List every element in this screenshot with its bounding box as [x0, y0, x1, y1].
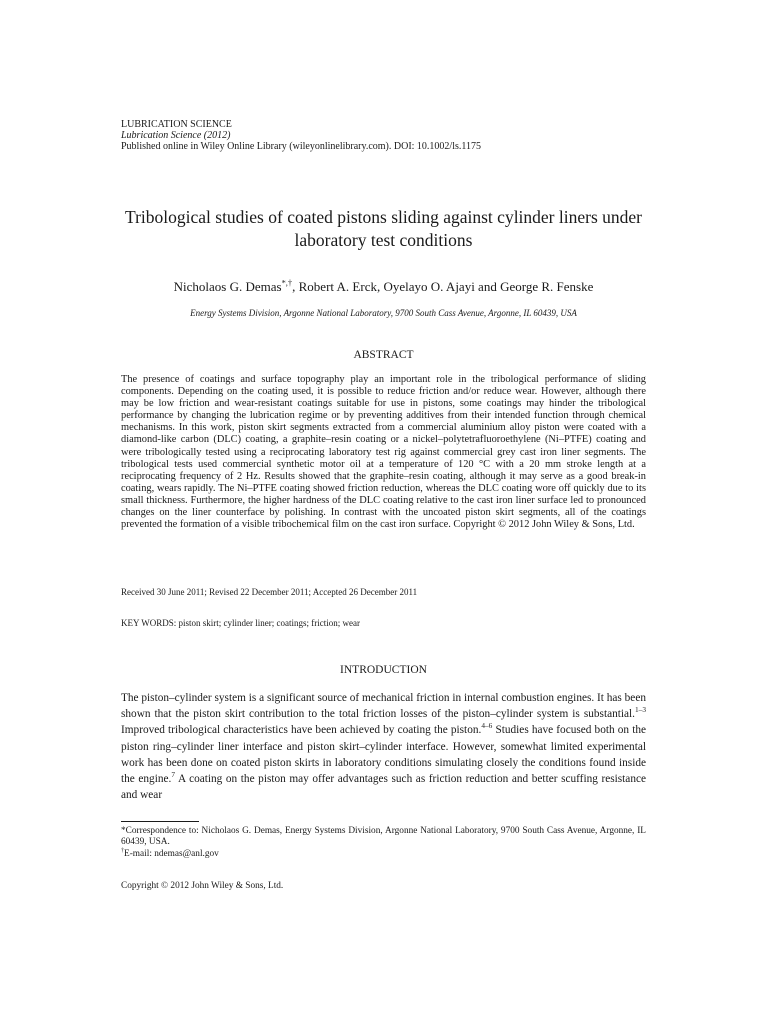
copyright-notice: Copyright © 2012 John Wiley & Sons, Ltd.: [121, 881, 284, 891]
citation-ref: 7: [171, 770, 175, 780]
journal-citation: Lubrication Science (2012): [121, 130, 231, 141]
abstract-heading: ABSTRACT: [353, 349, 414, 361]
keywords: KEY WORDS: piston skirt; cylinder liner; coatings; friction; wear: [121, 618, 360, 628]
publication-info: Published online in Wiley Online Library (wileyonlinelibrary.com). DOI: 10.1002/ls.1175: [121, 141, 481, 152]
citation-ref: 4–6: [481, 721, 493, 731]
intro-part-2: Improved tribological characteristics have been achieved by coating the piston.: [121, 724, 482, 737]
article-title: Tribological studies of coated pistons sliding against cylinder liners under laboratory test conditions: [125, 207, 642, 250]
email-mark: †: [121, 847, 125, 854]
email-footnote: [121, 849, 646, 860]
intro-part-4: A coating on the piston may offer advantages such as friction reduction and better scuffing resistance and wear: [121, 773, 646, 802]
footnote-divider: [121, 821, 199, 822]
first-author: Nicholaos G. Demas: [173, 279, 282, 294]
journal-name: LUBRICATION SCIENCE: [121, 119, 232, 130]
received-dates: Received 30 June 2011; Revised 22 December 2011; Accepted 26 December 2011: [121, 587, 418, 597]
intro-part-1: The piston–cylinder system is a significant source of mechanical friction in internal combustion engines. It has been shown that the piston skirt contribution to the total friction losses of the piston–cylinder system is substantial.: [121, 692, 646, 721]
journal-header: [121, 119, 481, 152]
introduction-text: [121, 690, 646, 803]
author-list: [121, 279, 646, 295]
introduction-heading: INTRODUCTION: [340, 664, 427, 676]
footnotes: [121, 826, 646, 860]
author-marks: *,†: [281, 277, 293, 288]
other-authors: , Robert A. Erck, Oyelayo O. Ajayi and George R. Fenske: [292, 279, 594, 294]
citation-ref: 1–3: [635, 705, 646, 715]
abstract-text: The presence of coatings and surface topography play an important role in the tribological performance of sliding components. Depending on the coating used, it is possible to reduce friction and/or reduce wear. However, although there may be low friction and wear-resistant coatings suitable for use in pistons, some coatings may hinder the tribological performance by changing the lubrication regime or by preventing additives from their intended function through chemical mechanisms. In this work, piston skirt segments extracted from a commercial aluminium alloy piston were coated with a diamond-like carbon (DLC) coating, a graphite–resin coating or a nickel–polytetrafluoroethylene (Ni–PTFE) coating and were tribologically tested using a reciprocating laboratory test rig against commercial grey cast iron liner segments. The tribological tests used commercial synthetic motor oil at a temperature of 120 °C with a 20 mm stroke length at a reciprocating frequency of 2 Hz. Results showed that the graphite–resin coating, although it may serve as a good break-in coating, wears rapidly. The Ni–PTFE coating showed friction reduction, whereas the DLC coating wore off quickly due to its small thickness. Furthermore, the higher hardness of the DLC coating relative to the cast iron liner surface led to pronounced changes on the liner counterface by polishing. In contrast with the uncoated piston skirt segments, all of the coatings prevented the formation of a visible tribochemical film on the cast iron surface. Copyright © 2012 John Wiley & Sons, Ltd.: [121, 374, 646, 531]
correspondence-footnote: *Correspondence to: Nicholaos G. Demas, Energy Systems Division, Argonne National Laboratory, 9700 South Cass Avenue, Argonne, IL 60439, USA.: [121, 826, 646, 848]
intro-part-3: Studies have focused both on the piston ring–cylinder liner interface and piston skirt–cylinder interface. However, somewhat limited experimental work has been done on coated piston skirts in laboratory conditions simulating closely the conditions found inside the engine.: [121, 724, 646, 786]
email-text: E-mail: ndemas@anl.gov: [124, 848, 219, 859]
affiliation: Energy Systems Division, Argonne National Laboratory, 9700 South Cass Avenue, Argonne, IL 60439, USA: [190, 308, 577, 318]
